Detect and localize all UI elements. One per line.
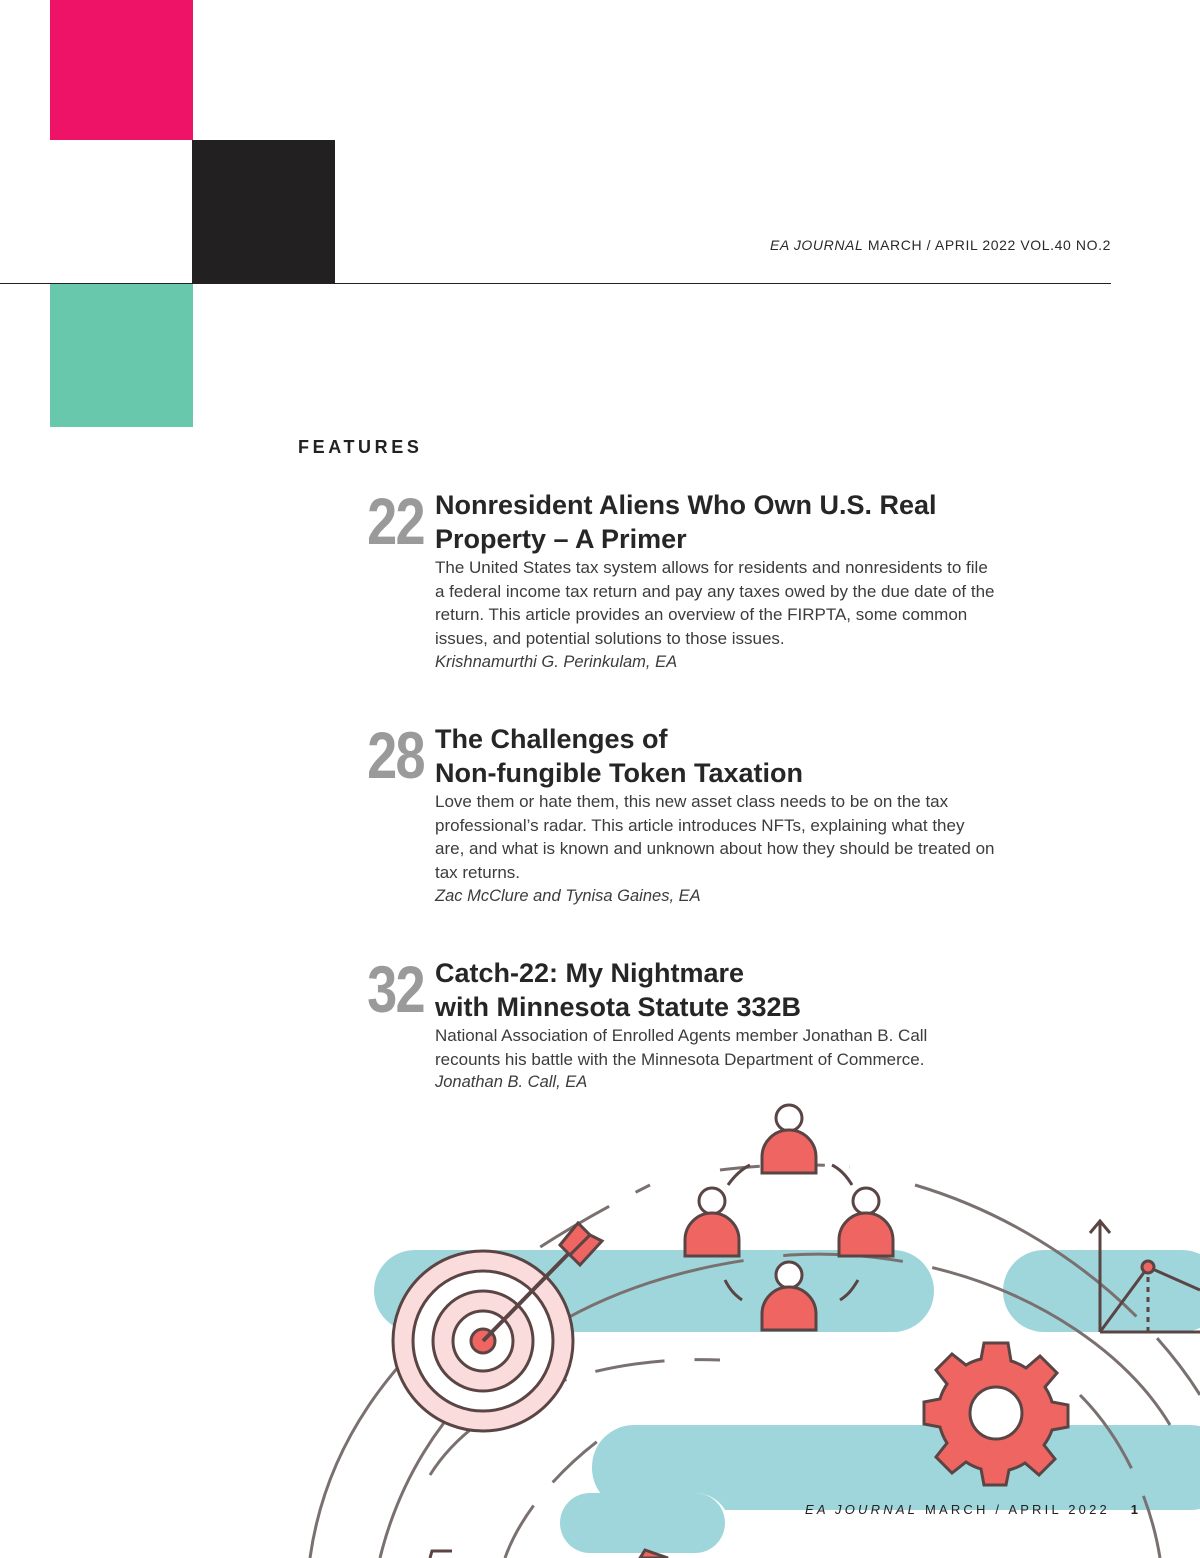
header-journal: EA JOURNAL xyxy=(769,237,864,253)
decor-square-teal xyxy=(50,283,193,427)
article-title[interactable] xyxy=(435,956,995,1024)
article-title-line: Non-fungible Token Taxation xyxy=(435,758,803,788)
article-title-line: Catch-22: My Nightmare xyxy=(435,958,745,988)
running-header xyxy=(770,237,1111,253)
decor-square-black xyxy=(192,140,335,283)
article-author: Krishnamurthi G. Perinkulam, EA xyxy=(435,652,678,671)
illustration xyxy=(0,1095,1200,1558)
header-rule xyxy=(0,283,1111,284)
article-title-line: Property – A Primer xyxy=(435,524,687,554)
footer-journal: EA JOURNAL xyxy=(804,1502,919,1517)
article-description: National Association of Enrolled Agents member Jonathan B. Call recounts his battle with the Minnesota Department of Commerce. xyxy=(435,1026,928,1069)
section-label: FEATURES xyxy=(298,437,423,457)
gear-icon xyxy=(924,1343,1068,1485)
article-page-number: 28 xyxy=(367,718,424,792)
article-page-number: 22 xyxy=(367,484,424,558)
footer-page-number: 1 xyxy=(1130,1502,1138,1517)
article-page-number: 32 xyxy=(367,952,424,1026)
article-author: Jonathan B. Call, EA xyxy=(435,1073,588,1092)
header-issue: MARCH / APRIL 2022 VOL.40 NO.2 xyxy=(867,237,1111,253)
article-title-line: Nonresident Aliens Who Own U.S. Real xyxy=(435,490,937,520)
article-description: Love them or hate them, this new asset class needs to be on the tax professional’s radar. This article introduces NFTs, explaining what they are, and what is known and unknown about how they should be treated on tax returns. xyxy=(435,792,995,883)
article-description: The United States tax system allows for residents and nonresidents to file a federal income tax return and pay any taxes owed by the due date of the return. This article provides an overview of the FIRPTA, some common issues, and potential solutions to those issues. xyxy=(435,558,995,649)
article-title[interactable] xyxy=(435,488,995,556)
article-title-line: with Minnesota Statute 332B xyxy=(435,992,802,1022)
article-title-line: The Challenges of xyxy=(435,724,668,754)
article-title[interactable] xyxy=(435,722,995,790)
footer-issue: MARCH / APRIL 2022 xyxy=(924,1502,1110,1517)
article-author: Zac McClure and Tynisa Gaines, EA xyxy=(435,886,701,905)
running-footer xyxy=(805,1502,1138,1517)
decor-square-pink xyxy=(50,0,193,140)
